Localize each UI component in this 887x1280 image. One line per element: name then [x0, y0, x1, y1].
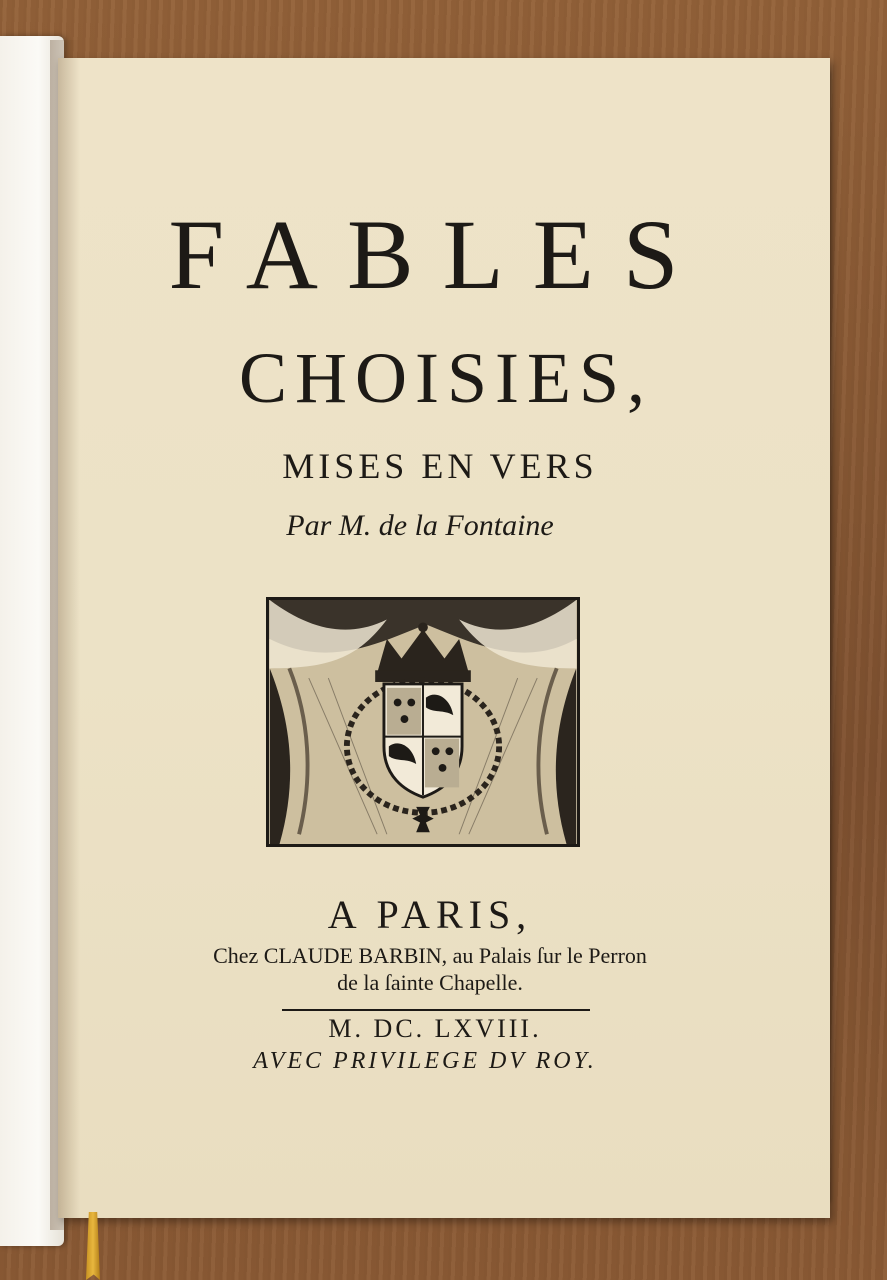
subtitle-line: MISES EN VERS [282, 446, 598, 486]
printer-line-2: de la ſainte Chapelle. [337, 970, 523, 995]
divider-rule [282, 1009, 590, 1011]
privilege-line: AVEC PRIVILEGE DV ROY. [253, 1048, 597, 1074]
city-line: A PARIS, [327, 892, 533, 937]
book-title: FABLES [168, 199, 708, 310]
publication-year: M. DC. LXVIII. [328, 1014, 542, 1043]
author-line: Par M. de la Fontaine [286, 509, 554, 542]
bookmark-ribbon [86, 1212, 100, 1280]
book-subtitle: CHOISIES, [238, 338, 654, 418]
royal-coat-of-arms-icon [266, 597, 580, 847]
printer-info [140, 942, 720, 996]
printer-line-1: Chez CLAUDE BARBIN, au Palais ſur le Perron [213, 943, 647, 968]
spine-shadow [50, 40, 80, 1230]
